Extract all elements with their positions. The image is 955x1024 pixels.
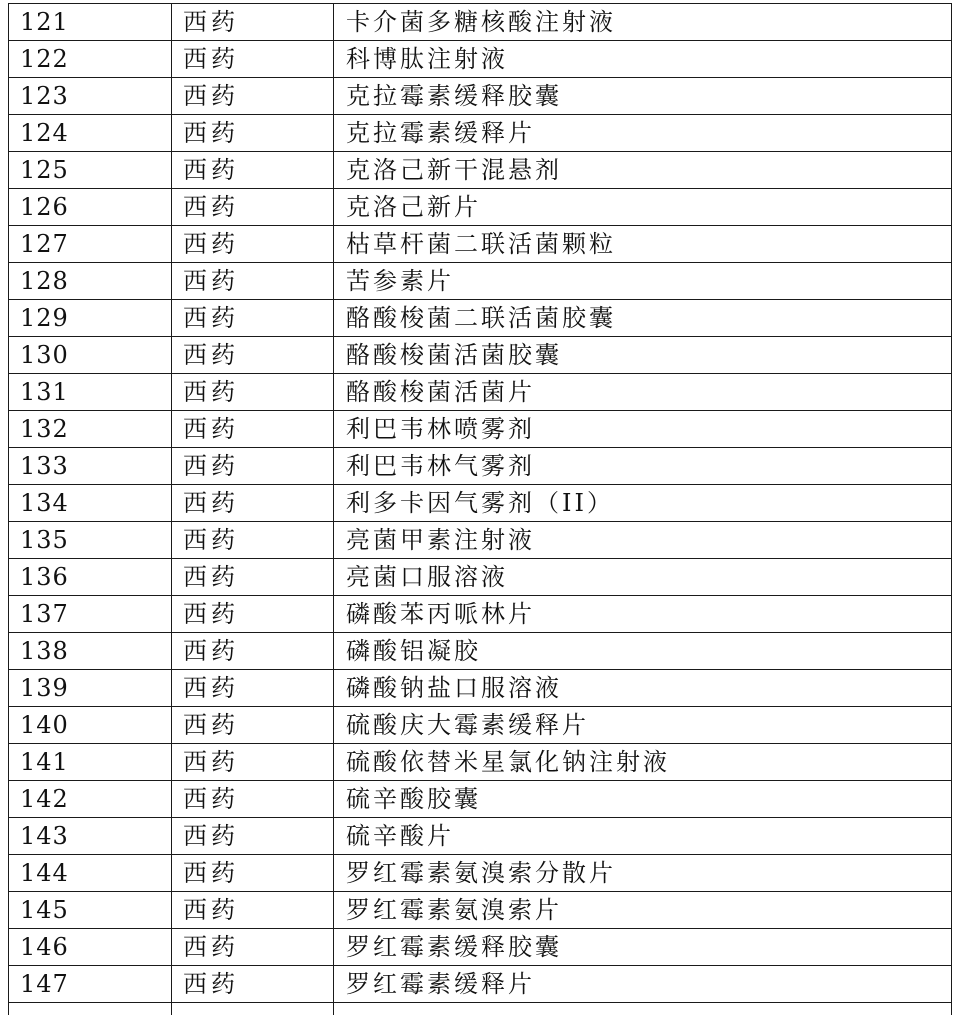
row-number-cell: 121 [9, 4, 172, 41]
drug-name-cell: 罗红霉素缓释片 [334, 966, 952, 1003]
table-row [9, 226, 952, 263]
row-number-cell: 126 [9, 189, 172, 226]
category-cell: 西药 [172, 633, 334, 670]
row-number-cell: 128 [9, 263, 172, 300]
table-row [9, 633, 952, 670]
drug-name-cell: 卡介菌多糖核酸注射液 [334, 4, 952, 41]
category-cell: 西药 [172, 411, 334, 448]
category-cell: 西药 [172, 966, 334, 1003]
drug-name-cell: 科博肽注射液 [334, 41, 952, 78]
category-cell: 西药 [172, 300, 334, 337]
row-number-cell: 137 [9, 596, 172, 633]
table-row [9, 781, 952, 818]
row-number-cell: 142 [9, 781, 172, 818]
category-cell: 西药 [172, 855, 334, 892]
drug-name-cell: 罗红霉素缓释胶囊 [334, 929, 952, 966]
category-cell: 西药 [172, 670, 334, 707]
row-number-cell: 134 [9, 485, 172, 522]
category-cell: 西药 [172, 4, 334, 41]
row-number-cell: 141 [9, 744, 172, 781]
category-cell: 西药 [172, 596, 334, 633]
category-cell: 西药 [172, 818, 334, 855]
row-number-cell: 135 [9, 522, 172, 559]
drug-name-cell: 克拉霉素缓释胶囊 [334, 78, 952, 115]
row-number-cell: 123 [9, 78, 172, 115]
row-number-cell: 138 [9, 633, 172, 670]
category-cell: 西药 [172, 929, 334, 966]
drug-name-cell: 利多卡因气雾剂（II） [334, 485, 952, 522]
empty-cell [172, 1003, 334, 1016]
drug-name-cell: 磷酸铝凝胶 [334, 633, 952, 670]
table-row [9, 929, 952, 966]
category-cell: 西药 [172, 448, 334, 485]
drug-name-cell: 硫酸庆大霉素缓释片 [334, 707, 952, 744]
row-number-cell: 139 [9, 670, 172, 707]
drug-name-cell: 硫辛酸片 [334, 818, 952, 855]
category-cell: 西药 [172, 152, 334, 189]
row-number-cell: 133 [9, 448, 172, 485]
drug-list-body [9, 4, 952, 1016]
row-number-cell: 145 [9, 892, 172, 929]
category-cell: 西药 [172, 189, 334, 226]
table-row [9, 411, 952, 448]
drug-name-cell: 酪酸梭菌二联活菌胶囊 [334, 300, 952, 337]
drug-name-cell: 苦参素片 [334, 263, 952, 300]
empty-cell [334, 1003, 952, 1016]
row-number-cell: 127 [9, 226, 172, 263]
row-number-cell: 140 [9, 707, 172, 744]
category-cell: 西药 [172, 559, 334, 596]
drug-name-cell: 克洛己新片 [334, 189, 952, 226]
table-row [9, 892, 952, 929]
drug-name-cell: 亮菌口服溶液 [334, 559, 952, 596]
table-row-partial [9, 1003, 952, 1016]
category-cell: 西药 [172, 115, 334, 152]
table-row [9, 744, 952, 781]
table-row [9, 189, 952, 226]
category-cell: 西药 [172, 337, 334, 374]
row-number-cell: 136 [9, 559, 172, 596]
table-row [9, 596, 952, 633]
empty-cell [9, 1003, 172, 1016]
drug-name-cell: 克洛己新干混悬剂 [334, 152, 952, 189]
category-cell: 西药 [172, 226, 334, 263]
table-row [9, 152, 952, 189]
row-number-cell: 125 [9, 152, 172, 189]
table-row [9, 41, 952, 78]
category-cell: 西药 [172, 892, 334, 929]
category-cell: 西药 [172, 744, 334, 781]
row-number-cell: 147 [9, 966, 172, 1003]
drug-name-cell: 磷酸钠盐口服溶液 [334, 670, 952, 707]
category-cell: 西药 [172, 41, 334, 78]
category-cell: 西药 [172, 707, 334, 744]
category-cell: 西药 [172, 374, 334, 411]
row-number-cell: 143 [9, 818, 172, 855]
table-row [9, 78, 952, 115]
category-cell: 西药 [172, 78, 334, 115]
table-row [9, 300, 952, 337]
row-number-cell: 129 [9, 300, 172, 337]
table-row [9, 818, 952, 855]
row-number-cell: 124 [9, 115, 172, 152]
table-row [9, 263, 952, 300]
table-row [9, 4, 952, 41]
drug-name-cell: 罗红霉素氨溴索片 [334, 892, 952, 929]
drug-name-cell: 利巴韦林喷雾剂 [334, 411, 952, 448]
drug-name-cell: 亮菌甲素注射液 [334, 522, 952, 559]
category-cell: 西药 [172, 485, 334, 522]
category-cell: 西药 [172, 263, 334, 300]
drug-name-cell: 罗红霉素氨溴索分散片 [334, 855, 952, 892]
table-row [9, 485, 952, 522]
table-row [9, 337, 952, 374]
drug-name-cell: 硫酸依替米星氯化钠注射液 [334, 744, 952, 781]
table-row [9, 559, 952, 596]
row-number-cell: 131 [9, 374, 172, 411]
drug-name-cell: 酪酸梭菌活菌片 [334, 374, 952, 411]
table-row [9, 115, 952, 152]
drug-name-cell: 硫辛酸胶囊 [334, 781, 952, 818]
row-number-cell: 146 [9, 929, 172, 966]
table-row [9, 855, 952, 892]
row-number-cell: 130 [9, 337, 172, 374]
drug-name-cell: 磷酸苯丙哌林片 [334, 596, 952, 633]
table-row [9, 966, 952, 1003]
row-number-cell: 132 [9, 411, 172, 448]
drug-name-cell: 利巴韦林气雾剂 [334, 448, 952, 485]
table-row [9, 670, 952, 707]
row-number-cell: 144 [9, 855, 172, 892]
drug-list-table [8, 3, 952, 1015]
category-cell: 西药 [172, 522, 334, 559]
drug-name-cell: 克拉霉素缓释片 [334, 115, 952, 152]
category-cell: 西药 [172, 781, 334, 818]
row-number-cell: 122 [9, 41, 172, 78]
table-row [9, 374, 952, 411]
drug-name-cell: 枯草杆菌二联活菌颗粒 [334, 226, 952, 263]
table-row [9, 448, 952, 485]
drug-name-cell: 酪酸梭菌活菌胶囊 [334, 337, 952, 374]
table-row [9, 707, 952, 744]
table-row [9, 522, 952, 559]
